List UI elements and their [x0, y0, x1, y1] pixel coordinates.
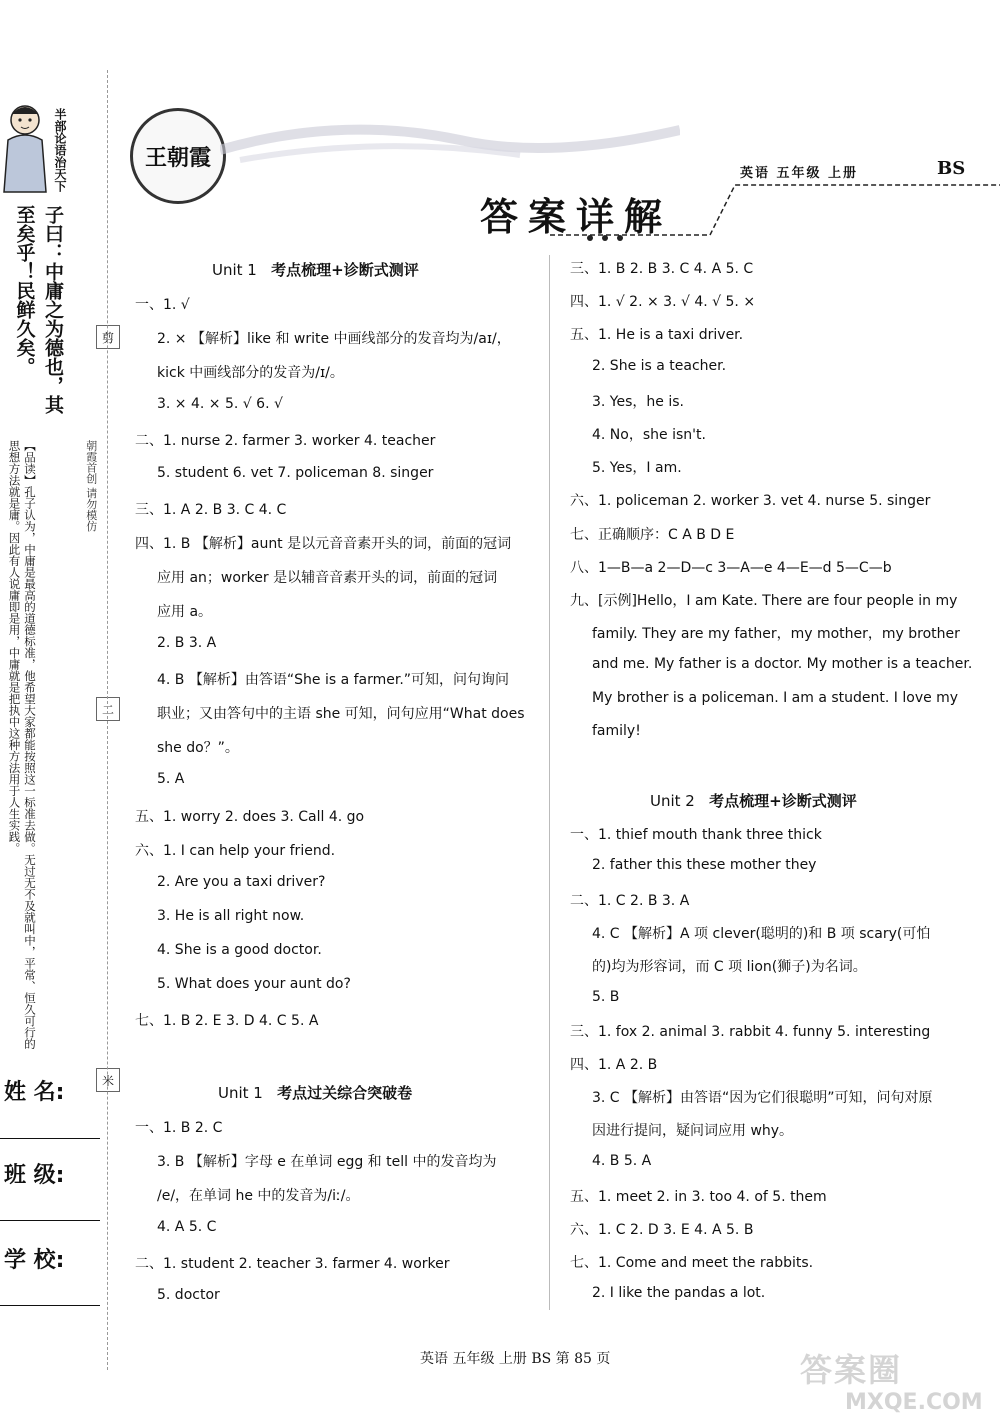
answer-line: My brother is a policeman. I am a student. I love my	[592, 689, 959, 706]
unit-title: 考点过关综合突破卷	[277, 1084, 413, 1102]
answer-line: 三、1. A 2. B 3. C 4. C	[135, 501, 287, 518]
answer-line: 2. B 3. A	[157, 635, 217, 651]
answer-line: 3. C 【解析】由答语“因为它们很聪明”可知，问句对原	[592, 1090, 933, 1107]
answer-line: 应用 a。	[157, 603, 213, 620]
answer-line: and me. My father is a doctor. My mother is a teacher.	[592, 656, 973, 673]
answer-line: 四、1. B 【解析】aunt 是以元音音素开头的词，前面的冠词	[135, 535, 512, 552]
answer-line: 六、1. policeman 2. worker 3. vet 4. nurse 5. singer	[570, 493, 931, 510]
answer-line: 九、[示例]Hello，I am Kate. There are four people in my	[570, 593, 958, 609]
answer-line: 的)均为形容词，而 C 项 lion(狮子)为名词。	[592, 958, 867, 975]
cut-line	[107, 70, 108, 1370]
unit2-review-heading	[650, 790, 857, 811]
answer-line: 2. × 【解析】like 和 write 中画线部分的发音均为/aɪ/，	[157, 331, 511, 348]
answer-line: 3. B 【解析】字母 e 在单词 egg 和 tell 中的发音均为	[157, 1154, 497, 1170]
answer-line: kick 中画线部分的发音为/ɪ/。	[157, 365, 344, 382]
unit-title: 考点梳理+诊断式测评	[271, 261, 419, 279]
answer-line: family. They are my father，my mother，my brother	[592, 626, 960, 643]
answer-line: 2. father this these mother they	[592, 856, 817, 873]
brand-logo	[130, 108, 226, 204]
name-field[interactable]	[0, 1138, 100, 1139]
watermark-url: MXQE.COM	[845, 1390, 983, 1415]
answer-line: 4. A 5. C	[157, 1219, 217, 1235]
answer-line: 2. Are you a taxi driver?	[157, 873, 326, 890]
answer-line: 五、1. He is a taxi driver.	[570, 327, 744, 344]
page-title: 答案详解	[480, 194, 673, 239]
answer-line: 2. I like the pandas a lot.	[592, 1284, 766, 1301]
watermark-logo: 答案圈	[800, 1351, 903, 1389]
class-field[interactable]	[0, 1220, 100, 1221]
answer-line: 5. Yes，I am.	[592, 460, 682, 477]
answer-line: 3. × 4. × 5. √ 6. √	[157, 396, 283, 413]
answer-line: 六、1. I can help your friend.	[135, 842, 336, 859]
cut-mark-1: 剪	[96, 325, 120, 349]
unit-label: Unit 1	[212, 261, 257, 279]
school-field[interactable]	[0, 1305, 100, 1306]
answer-line: 一、1. √	[135, 297, 190, 313]
answer-line: 四、1. A 2. B	[570, 1057, 658, 1074]
subject-line: 英语 五年级 上册	[740, 166, 859, 181]
cut-mark-3: 米	[96, 1068, 120, 1092]
quote-text: 子曰：中庸之为德也，其至矣乎！民鲜久矣。	[13, 205, 64, 414]
unit-title: 考点梳理+诊断式测评	[709, 792, 857, 810]
margin-strip	[0, 0, 114, 1427]
answer-line: 四、1. √ 2. × 3. √ 4. √ 5. ×	[570, 294, 756, 311]
answer-line: 5. doctor	[157, 1287, 220, 1303]
logo-text: 王朝霞	[144, 144, 211, 171]
answer-line: 4. She is a good doctor.	[157, 941, 322, 958]
answer-line: 职业；又由答句中的主语 she 可知，问句应用“What does	[157, 706, 525, 723]
answer-line: 4. C 【解析】A 项 clever(聪明的)和 B 项 scary(可怕	[592, 925, 931, 942]
answer-line: 3. He is all right now.	[157, 907, 305, 924]
mascot-figure	[2, 100, 48, 195]
answer-line: 七、1. B 2. E 3. D 4. C 5. A	[135, 1013, 319, 1030]
reading-text: 【品读】孔子认为，中庸是最高的道德标准，他希望大家都能按照这一标准去做。无过无不及就叫中，平常、恒久可行的思想方法就是庸。因此有人说庸即是用，中庸就是把执中这种方法用于人生实践。	[7, 440, 38, 1050]
answer-line: family!	[592, 722, 641, 739]
answer-line: 二、1. C 2. B 3. A	[570, 892, 690, 909]
answer-line: 六、1. C 2. D 3. E 4. A 5. B	[570, 1221, 754, 1238]
answer-line: 4. B 5. A	[592, 1153, 652, 1169]
answer-line: 3. Yes，he is.	[592, 393, 684, 410]
unit-label: Unit 1	[218, 1084, 263, 1102]
answer-line: she do？”。	[157, 740, 239, 757]
answer-line: 五、1. meet 2. in 3. too 4. of 5. them	[570, 1188, 827, 1205]
class-label: 班 级:	[4, 1163, 65, 1188]
answer-line: 三、1. B 2. B 3. C 4. A 5. C	[570, 261, 754, 277]
answer-line: 5. What does your aunt do?	[157, 976, 351, 992]
answer-line: 三、1. fox 2. animal 3. rabbit 4. funny 5. interesting	[570, 1024, 931, 1041]
edition-badge: BS	[937, 158, 966, 179]
unit-label: Unit 2	[650, 792, 695, 810]
answer-line: 五、1. worry 2. does 3. Call 4. go	[135, 808, 365, 825]
answer-line: 二、1. student 2. teacher 3. farmer 4. worker	[135, 1256, 450, 1272]
answer-line: 5. student 6. vet 7. policeman 8. singer	[157, 464, 434, 481]
answer-line: 2. She is a teacher.	[592, 357, 727, 374]
unit1-review-heading	[212, 259, 419, 280]
page-footer: 英语 五年级 上册 BS 第 85 页	[420, 1351, 611, 1367]
answer-line: 因进行提问，疑问词应用 why。	[592, 1123, 794, 1140]
answer-line: 5. A	[157, 771, 185, 788]
answer-line: 5. B	[592, 988, 620, 1005]
answer-line: 4. B 【解析】由答语“She is a farmer.”可知，问句询问	[157, 672, 510, 689]
answer-line: /e/，在单词 he 中的发音为/iː/。	[157, 1188, 360, 1204]
cut-mark-2: 二	[96, 697, 120, 721]
answer-line: 一、1. thief mouth thank three thick	[570, 827, 822, 843]
school-label: 学 校:	[4, 1248, 65, 1273]
book-caption: 半部论语治天下	[53, 108, 67, 192]
column-divider	[549, 255, 550, 1310]
answer-line: 一、1. B 2. C	[135, 1120, 223, 1136]
side-note: 朝霞首创 请勿模仿	[84, 440, 98, 532]
answer-line: 七、正确顺序：C A B D E	[570, 526, 735, 543]
answer-line: 七、1. Come and meet the rabbits.	[570, 1254, 814, 1271]
answer-line: 二、1. nurse 2. farmer 3. worker 4. teacher	[135, 433, 436, 450]
answer-line: 八、1—B—a 2—D—c 3—A—e 4—E—d 5—C—b	[570, 559, 892, 576]
answer-line: 应用 an；worker 是以辅音音素开头的词，前面的冠词	[157, 569, 498, 586]
answer-line: 4. No，she isn't.	[592, 427, 706, 443]
unit1-test-heading	[218, 1082, 412, 1103]
name-label: 姓 名:	[4, 1080, 65, 1105]
